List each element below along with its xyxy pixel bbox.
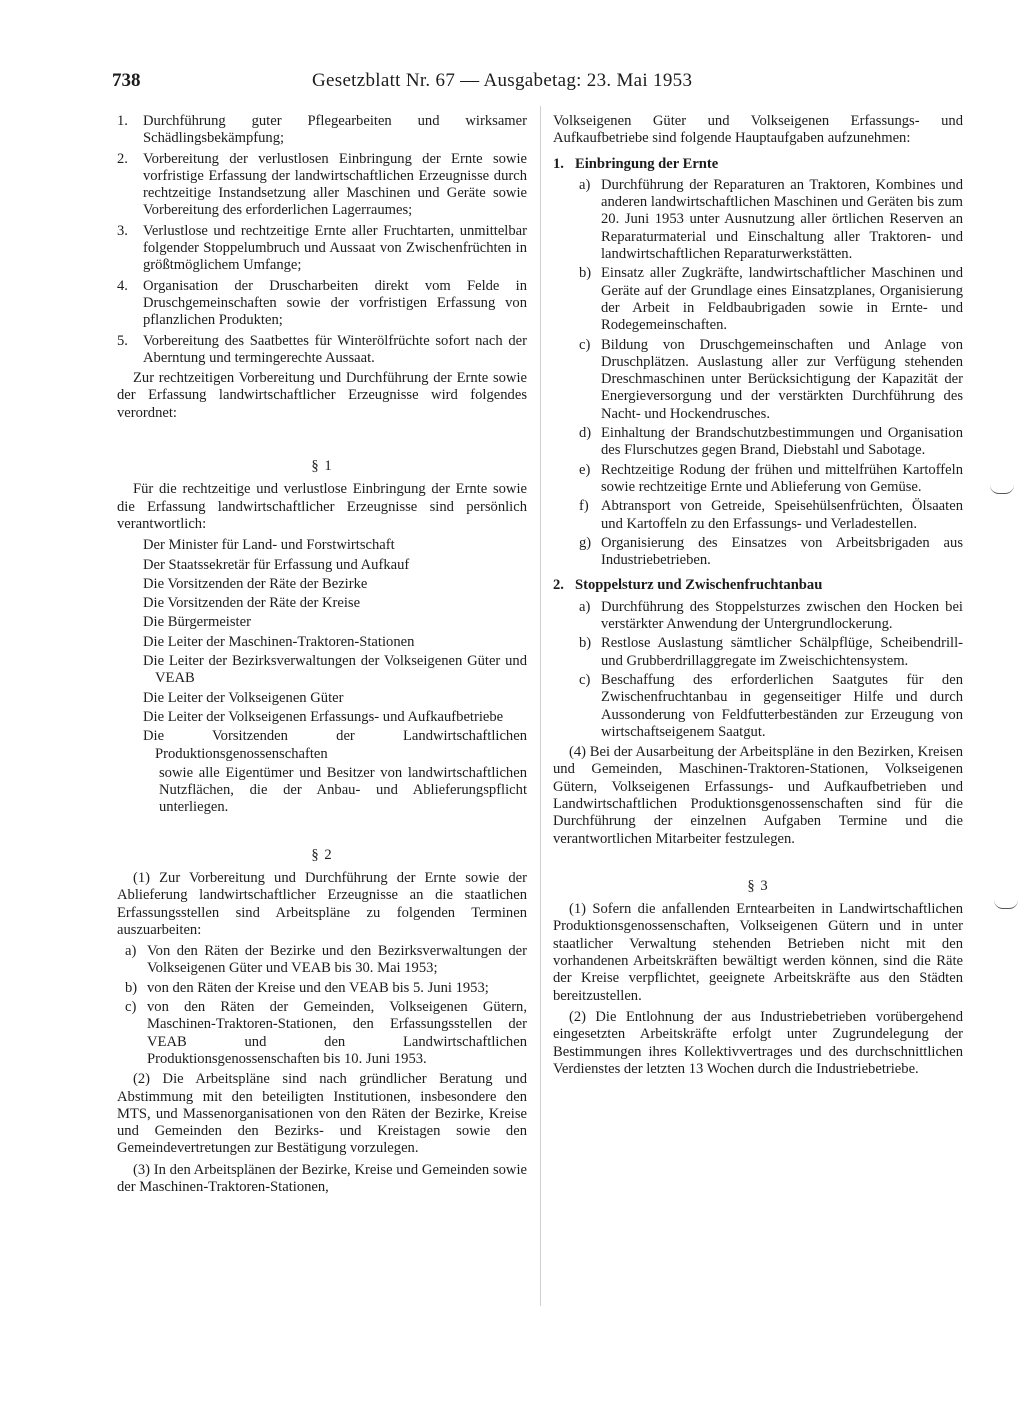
task-1-list [579,177,963,570]
list-item: f) Abtransport von Getreide, Speisehülsenfrüchten, Ölsaaten und Kartoffeln zu den Erfassungs- und Verladestellen. [579,498,963,532]
list-item: c) Bildung von Druschgemeinschaften und Anlage von Druschplätzen. Auslastung aller zur Verfügung stehenden Dreschmaschinen unter Berücksichtigung der Kapazität der Energieversorgung und der verstärkten Durchführung des Nacht- und Hockendrusches. [579,336,963,422]
section-1-closing: sowie alle Eigentümer und Besitzer von landwirtschaftlichen Nutzflächen, die der Anbau- und Ablieferungspflicht unterliegen. [159,764,527,816]
intro-list [117,113,527,367]
section-1-heading: § 1 [311,458,333,475]
list-item: Die Vorsitzenden der Landwirtschaftlichen Produktionsgenossenschaften [143,728,527,762]
task-2-heading: 2. Stoppelsturz und Zwischenfruchtanbau [553,577,823,594]
list-item: Die Leiter der Volkseigenen Erfassungs- und Aufkaufbetriebe [143,708,504,725]
section-3-paragraph-1: (1) Sofern die anfallenden Erntearbeiten in Landwirtschaftlichen Produktionsgenossenschaften, Volkseigenen Gütern und in unter staatlicher Verwaltung stehenden Betrieben nicht mit den vorhandenen Arbeitskräften bewältigt werden können, sind die Räte der Kreise verpflichtet, geeignete Arbeitskräfte aus den Städten bereitzustellen. [553,901,963,1004]
list-item: b) von den Räten der Kreise und den VEAB bis 5. Juni 1953; [125,979,489,996]
responsible-persons-list [143,537,527,816]
deadline-list [125,943,527,1068]
list-item: a) Von den Räten der Bezirke und den Bezirksverwaltungen der Volkseigenen Güter und VEAB bis 30. Mai 1953; [125,943,527,977]
list-item: Die Leiter der Maschinen-Traktoren-Stationen [143,633,415,650]
list-item: c) Beschaffung des erforderlichen Saatgutes für den Zwischenfruchtanbau in gegenseitiger Hilfe und durch Aussonderung von Feldfutterbeständen zur Erzeugung von wirtschaftseigenem Saatgut. [579,671,963,740]
task-2-list [579,599,963,741]
list-item: 3. Verlustlose und rechtzeitige Ernte aller Fruchtarten, unmittelbar folgender Stoppelumbruch und Aussaat von Zwischenfrüchten in größtmöglichem Umfange; [117,222,527,274]
list-item: Die Leiter der Volkseigenen Güter [143,689,344,706]
page-header [112,70,964,96]
section-2-paragraph-3: (3) In den Arbeitsplänen der Bezirke, Kreise und Gemeinden sowie der Maschinen-Traktoren-Stationen, [117,1161,527,1196]
list-item: e) Rechtzeitige Rodung der frühen und mittelfrühen Kartoffeln sowie rechtzeitige Ernte und Ablieferung von Gemüse. [579,461,963,495]
page-number: 738 [112,70,141,91]
section-2-paragraph-4: (4) Bei der Ausarbeitung der Arbeitspläne in den Bezirken, Kreisen und Gemeinden, Maschinen-Traktoren-Stationen, Volkseigenen Gütern, Volkseigenen Erfassungs- und Aufkaufbetrieben und Landwirtschaftlichen Produktionsgenossenschaften sind für die Durchführung der einzelnen Aufgaben Termine und die verantwortlichen Mitarbeiter festzulegen. [553,744,963,847]
list-item: 2. Vorbereitung der verlustlosen Einbringung der Ernte sowie vorfristige Erfassung der landwirtschaftlichen Erzeugnisse durch rechtzeitige Instandsetzung aller Maschinen und Geräte sowie Vorbereitung des erforderlichen Lagerraumes; [117,150,527,219]
list-item: 5. Vorbereitung des Saatbettes für Winterölfrüchte sofort nach der Aberntung und termingerechte Aussaat. [117,332,527,366]
margin-scan-mark [994,900,1018,909]
list-item: Die Vorsitzenden der Räte der Bezirke [143,575,368,592]
list-item: c) von den Räten der Gemeinden, Volkseigenen Gütern, Maschinen-Traktoren-Stationen, den Erfassungsstellen der VEAB und den Landwirtschaftlichen Produktionsgenossenschaften bis 10. Juni 1953. [125,999,527,1067]
decree-paragraph: Zur rechtzeitigen Vorbereitung und Durchführung der Ernte sowie der Erfassung landwirtschaftlicher Erzeugnisse wird folgendes verordnet: [117,370,527,421]
section-3-paragraph-2: (2) Die Entlohnung der aus Industriebetrieben vorübergehend eingesetzten Arbeitskräfte erfolgt unter Zugrundelegung der Bestimmungen ihres Kollektivvertrages und des durchschnittlichen Verdienstes der letzten 13 Wochen durch die Industriebetriebe. [553,1008,963,1077]
right-column [553,113,963,1082]
list-item: g) Organisierung des Einsatzes von Arbeitsbrigaden aus Industriebetrieben. [579,534,963,569]
list-item: Die Vorsitzenden der Räte der Kreise [143,595,361,612]
section-1-intro: Für die rechtzeitige und verlustlose Einbringung der Ernte sowie die Erfassung landwirtschaftlicher Erzeugnisse sind persönlich verantwortlich: [117,481,527,532]
section-2-heading: § 2 [311,846,333,863]
list-item: a) Durchführung der Reparaturen an Traktoren, Kombines und anderen landwirtschaftlichen Maschinen und Geräten bis zum 20. Juni 1953 unter Ausnutzung aller örtlichen Reserven an Reparaturmaterial und Einschaltung aller Traktoren- und landwirtschaftlichen Reparaturwerkstätten. [579,176,963,263]
list-item: b) Restlose Auslastung sämtlicher Schälpflüge, Scheibendrill- und Grubberdrillaggregate im Zweischichtensystem. [579,635,963,669]
column-divider [540,106,541,1306]
left-column [117,113,527,1200]
list-item: b) Einsatz aller Zugkräfte, landwirtschaftlicher Maschinen und Geräte auf der Grundlage eines Einsatzplanes, Organisierung der Arbeit in Feldbaubrigaden sowie in Ernte- und Rodegemeinschaften. [579,265,963,334]
list-item: a) Durchführung des Stoppelsturzes zwischen den Hocken bei verstärkter Anwendung der Untergrundlockerung. [579,598,963,633]
list-item: 4. Organisation der Druscharbeiten direkt vom Felde in Druschgemeinschaften sowie der vorfristigen Erfassung von pflanzlichen Produkten; [117,277,527,329]
margin-scan-mark [990,485,1014,494]
section-3-heading: § 3 [747,877,769,894]
running-head-title: Gesetzblatt Nr. 67 — Ausgabetag: 23. Mai 1953 [312,70,693,91]
list-item: Die Bürgermeister [143,614,251,631]
list-item: Der Minister für Land- und Forstwirtschaft [143,537,395,554]
section-2-paragraph-2: (2) Die Arbeitspläne sind nach gründlicher Beratung und Abstimmung mit den beteiligten Institutionen, insbesondere den MTS, und Massenorganisationen von den Räten der Bezirke, Kreise und Gemeinden den Bezirks- und Kreistagen sowie den Gemeindevertretungen zur Bestätigung vorzulegen. [117,1071,527,1157]
list-item: 1. Durchführung guter Pflegearbeiten und wirksamer Schädlingsbekämpfung; [117,113,527,147]
task-1-heading: 1. Einbringung der Ernte [553,155,719,172]
continuation-paragraph: Volkseigenen Güter und Volkseigenen Erfassungs- und Aufkaufbetriebe sind folgende Hauptaufgaben aufzunehmen: [553,113,963,147]
section-2-paragraph-1: (1) Zur Vorbereitung und Durchführung der Ernte sowie der Ablieferung landwirtschaftlicher Erzeugnisse an die staatlichen Erfassungsstellen sind Arbeitspläne zu folgenden Terminen auszuarbeiten: [117,869,527,938]
list-item: Die Leiter der Bezirksverwaltungen der Volkseigenen Güter und VEAB [143,653,527,687]
list-item: d) Einhaltung der Brandschutzbestimmungen und Organisation des Flurschutzes gegen Brand, Diebstahl und Sabotage. [579,425,963,459]
list-item: Der Staatssekretär für Erfassung und Aufkauf [143,556,410,573]
